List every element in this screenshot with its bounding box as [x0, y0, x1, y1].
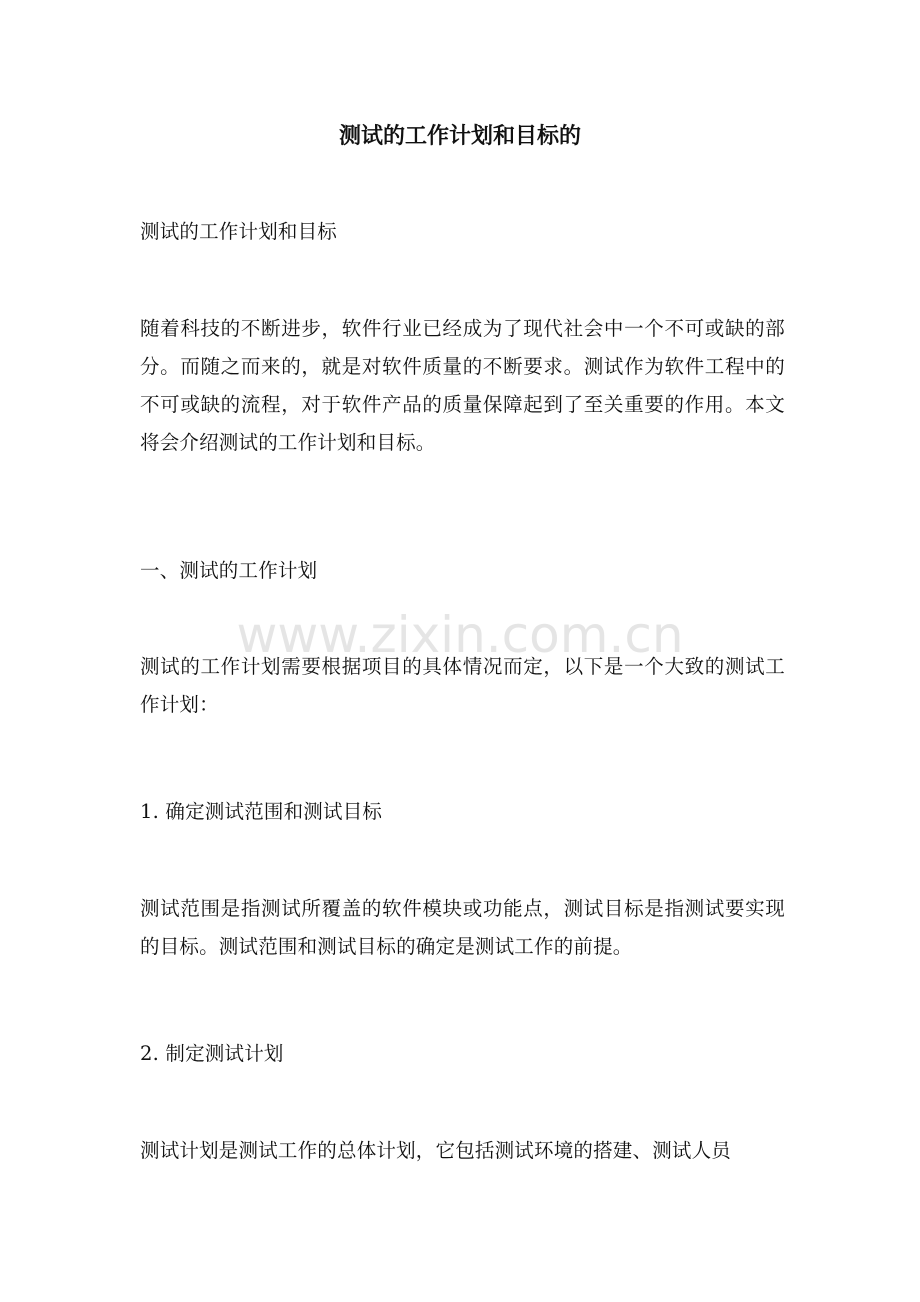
section-1-paragraph: 测试的工作计划需要根据项目的具体情况而定，以下是一个大致的测试工作计划：: [140, 655, 785, 716]
item-1-paragraph: 测试范围是指测试所覆盖的软件模块或功能点，测试目标是指测试要实现的目标。测试范围和测试目标的确定是测试工作的前提。: [140, 897, 785, 958]
document-subtitle: 测试的工作计划和目标: [140, 220, 338, 243]
item-1-heading: 1. 确定测试范围和测试目标: [140, 800, 383, 823]
section-1-heading: 一、测试的工作计划: [140, 559, 318, 582]
item-2-heading: 2. 制定测试计划: [140, 1042, 284, 1065]
watermark: www.zixin.com.cn: [236, 606, 684, 664]
intro-paragraph: 随着科技的不断进步，软件行业已经成为了现代社会中一个不可或缺的部分。而随之而来的，就是对软件质量的不断要求。测试作为软件工程中的不可或缺的流程，对于软件产品的质量保障起到了至关重要的作用。本文将会介绍测试的工作计划和目标。: [140, 317, 785, 454]
item-2-paragraph: 测试计划是测试工作的总体计划，它包括测试环境的搭建、测试人员: [140, 1139, 732, 1162]
document-title: 测试的工作计划和目标的: [338, 123, 581, 149]
